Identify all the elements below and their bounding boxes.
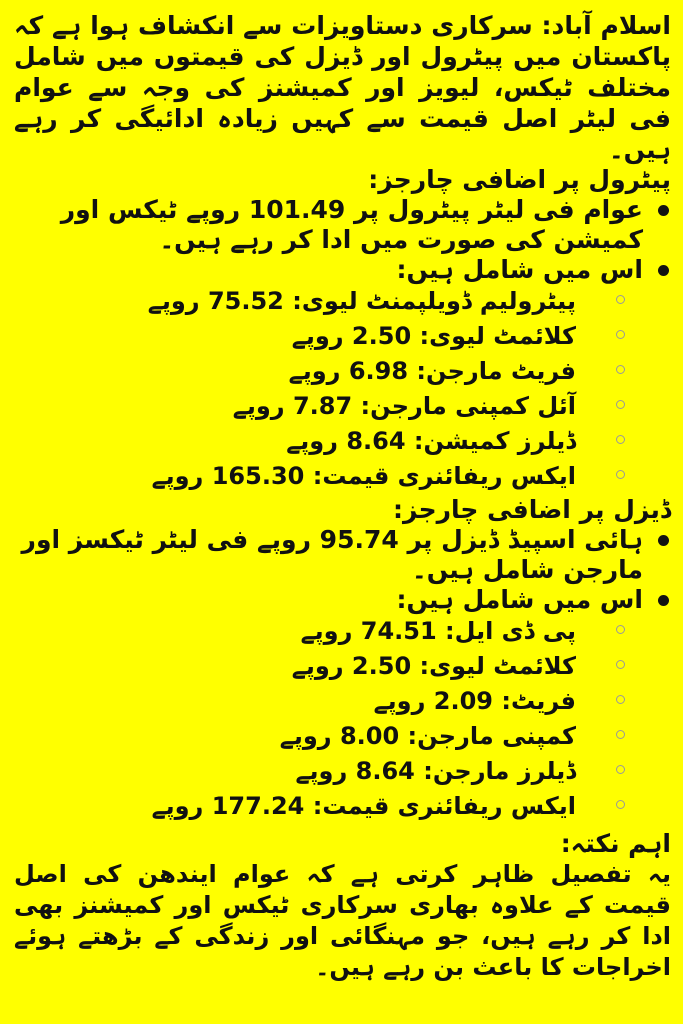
- list-item: [14, 720, 671, 755]
- list-item: [14, 460, 671, 495]
- sub-bullet-icon: [616, 800, 625, 809]
- diesel-breakdown-list: [14, 615, 671, 825]
- list-item: [14, 615, 671, 650]
- petrol-item: آئل کمپنی مارجن: 7.87 روپے: [232, 392, 576, 420]
- sub-bullet-icon: [616, 365, 625, 374]
- petrol-item: پیٹرولیم ڈویلپمنٹ لیوی: 75.52 روپے: [147, 287, 576, 315]
- petrol-item: فریٹ مارجن: 6.98 روپے: [288, 357, 576, 385]
- diesel-item: ڈیلرز مارجن: 8.64 روپے: [295, 757, 576, 785]
- list-item: [14, 255, 671, 285]
- note-title: اہم نکتہ:: [560, 829, 671, 858]
- petrol-section-title: پیٹرول پر اضافی چارجز:: [368, 165, 671, 194]
- intro-paragraph: اسلام آباد: سرکاری دستاویزات سے انکشاف ہوا ہے کہ پاکستان میں پیٹرول اور ڈیزل کی قیمتوں میں شامل مختلف ٹیکس، لیویز اور کمیشنز کی وجہ سے عوام فی لیٹر اصل قیمت سے کہیں زیادہ ادائیگی کر رہے ہیں۔: [14, 11, 671, 164]
- diesel-bullets: [14, 525, 671, 615]
- sub-bullet-icon: [616, 625, 625, 634]
- sub-bullet-icon: [616, 730, 625, 739]
- sub-bullet-icon: [616, 435, 625, 444]
- petrol-item: ایکس ریفائنری قیمت: 165.30 روپے: [151, 462, 576, 490]
- list-item: [14, 195, 671, 255]
- list-item: [14, 390, 671, 425]
- note-body: یہ تفصیل ظاہر کرتی ہے کہ عوام ایندھن کی اصل قیمت کے علاوہ بھاری سرکاری ٹیکس اور کمیشنز بھی ادا کر رہے ہیں، جو مہنگائی اور زندگی کے بڑھتے ہوئے اخراجات کا باعث بن رہے ہیں۔: [14, 860, 671, 981]
- sub-bullet-icon: [616, 400, 625, 409]
- diesel-includes-text: اس میں شامل ہیں:: [396, 585, 643, 614]
- sub-bullet-icon: [616, 660, 625, 669]
- list-item: [14, 425, 671, 460]
- list-item: [14, 685, 671, 720]
- bullet-icon: [658, 265, 669, 276]
- list-item: [14, 285, 671, 320]
- diesel-item: پی ڈی ایل: 74.51 روپے: [300, 617, 576, 645]
- sub-bullet-icon: [616, 295, 625, 304]
- diesel-item: کمپنی مارجن: 8.00 روپے: [279, 722, 576, 750]
- diesel-item: فریٹ: 2.09 روپے: [373, 687, 576, 715]
- petrol-item: کلائمٹ لیوی: 2.50 روپے: [291, 322, 576, 350]
- list-item: [14, 790, 671, 825]
- diesel-section-title: ڈیزل پر اضافی چارجز:: [393, 495, 671, 524]
- list-item: [14, 355, 671, 390]
- diesel-item: کلائمٹ لیوی: 2.50 روپے: [291, 652, 576, 680]
- list-item: [14, 755, 671, 790]
- diesel-total-text: ہائی اسپیڈ ڈیزل پر 95.74 روپے فی لیٹر ٹیکسز اور مارجن شامل ہیں۔: [21, 525, 643, 584]
- list-item: [14, 650, 671, 685]
- petrol-bullets: [14, 195, 671, 285]
- list-item: [14, 320, 671, 355]
- petrol-item: ڈیلرز کمیشن: 8.64 روپے: [286, 427, 576, 455]
- petrol-breakdown-list: [14, 285, 671, 495]
- bullet-icon: [658, 535, 669, 546]
- sub-bullet-icon: [616, 695, 625, 704]
- bullet-icon: [658, 595, 669, 606]
- petrol-includes-text: اس میں شامل ہیں:: [396, 255, 643, 284]
- list-item: [14, 585, 671, 615]
- diesel-item: ایکس ریفائنری قیمت: 177.24 روپے: [151, 792, 576, 820]
- list-item: [14, 525, 671, 585]
- sub-bullet-icon: [616, 470, 625, 479]
- petrol-total-text: عوام فی لیٹر پیٹرول پر 101.49 روپے ٹیکس اور کمیشن کی صورت میں ادا کر رہے ہیں۔: [60, 195, 643, 254]
- bullet-icon: [658, 205, 669, 216]
- sub-bullet-icon: [616, 765, 625, 774]
- sub-bullet-icon: [616, 330, 625, 339]
